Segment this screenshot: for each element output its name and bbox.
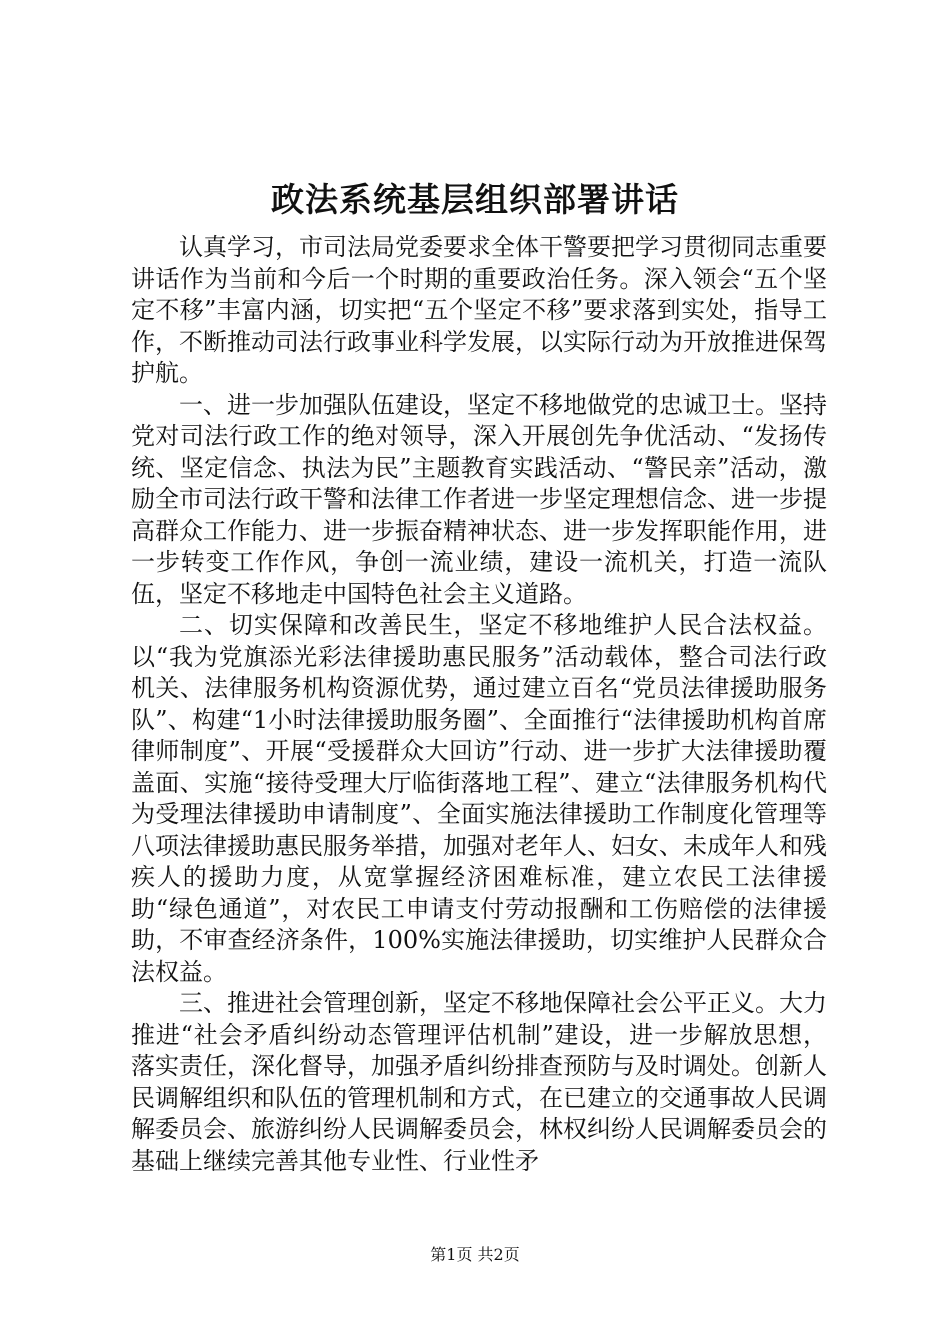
page-title: 政法系统基层组织部署讲话 bbox=[271, 180, 679, 219]
paragraph-section-1: 一、进一步加强队伍建设，坚定不移地做党的忠诚卫士。坚持党对司法行政工作的绝对领导，深入开展创先争优活动、“发扬传统、坚定信念、执法为民”主题教育实践活动、“警民亲”活动，激励全市司法行政干警和法律工作者进一步坚定理想信念、进一步提高群众工作能力、进一步振奋精神状态、进一步发挥职能作用，进一步转变工作作风，争创一流业绩，建设一流机关，打造一流队伍，坚定不移地走中国特色社会主义道路。 bbox=[131, 390, 827, 608]
paragraph-section-2: 二、切实保障和改善民生，坚定不移地维护人民合法权益。以“我为党旗添光彩法律援助惠民服务”活动载体，整合司法行政机关、法律服务机构资源优势，通过建立百名“党员法律援助服务队”、构建“1小时法律援助服务圈”、全面推行“法律援助机构首席律师制度”、开展“受援群众大回访”行动、进一步扩大法律援助覆盖面、实施“接待受理大厅临街落地工程”、建立“法律服务机构代为受理法律援助申请制度”、全面实施法律援助工作制度化管理等八项法律援助惠民服务举措，加强对老年人、妇女、未成年人和残疾人的援助力度，从宽掌握经济困难标准，建立农民工法律援助“绿色通道”，对农民工申请支付劳动报酬和工伤赔偿的法律援助，不审查经济条件，100%实施法律援助，切实维护人民群众合法权益。 bbox=[131, 611, 827, 986]
document-body bbox=[131, 232, 827, 1177]
paragraph-intro: 认真学习，市司法局党委要求全体干警要把学习贯彻同志重要讲话作为当前和今后一个时期的重要政治任务。深入领会“五个坚定不移”丰富内涵，切实把“五个坚定不移”要求落到实处，指导工作，不断推动司法行政事业科学发展，以实际行动为开放推进保驾护航。 bbox=[131, 233, 827, 387]
page-number-footer: 第1页 共2页 bbox=[430, 1245, 520, 1264]
paragraph-section-3: 三、推进社会管理创新，坚定不移地保障社会公平正义。大力推进“社会矛盾纠纷动态管理评估机制”建设，进一步解放思想，落实责任，深化督导，加强矛盾纠纷排查预防与及时调处。创新人民调解组织和队伍的管理机制和方式，在已建立的交通事故人民调解委员会、旅游纠纷人民调解委员会，林权纠纷人民调解委员会的基础上继续完善其他专业性、行业性矛 bbox=[131, 989, 827, 1175]
